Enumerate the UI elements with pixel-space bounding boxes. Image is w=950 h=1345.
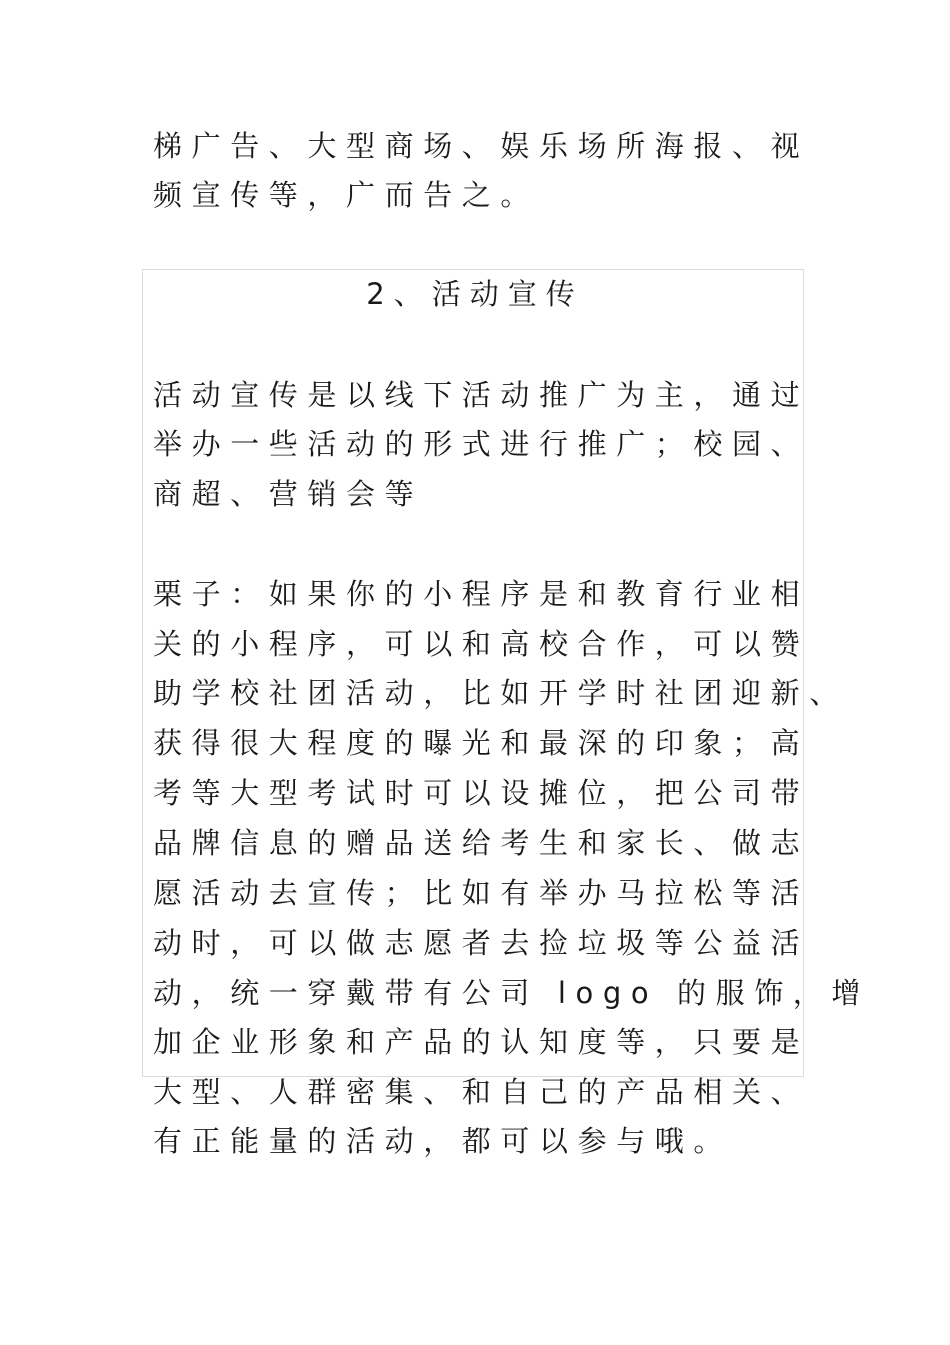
paragraph-2-line-4: 获得很大程度的曝光和最深的印象；高 [153,726,810,760]
paragraph-2-line-10: 加企业形象和产品的认知度等，只要是 [153,1025,810,1059]
section-heading: 2、活动宣传 [366,277,584,311]
paragraph-2-line-2: 关的小程序，可以和高校合作，可以赞 [153,627,810,661]
paragraph-2-line-3: 助学校社团活动，比如开学时社团迎新、 [153,676,848,710]
paragraph-1-line-3: 商超、营销会等 [153,477,424,511]
paragraph-1-line-1: 活动宣传是以线下活动推广为主，通过 [153,378,810,412]
paragraph-2-line-9: 动，统一穿戴带有公司 logo 的服饰，增 [153,976,870,1010]
paragraph-2-line-8: 动时，可以做志愿者去捡垃圾等公益活 [153,926,810,960]
paragraph-2-line-1: 栗子：如果你的小程序是和教育行业相 [153,577,810,611]
intro-line-1: 梯广告、大型商场、娱乐场所海报、视 [153,129,810,163]
paragraph-1-line-2: 举办一些活动的形式进行推广；校园、 [153,427,810,461]
paragraph-2-line-12: 有正能量的活动，都可以参与哦。 [153,1124,733,1158]
paragraph-2-line-7: 愿活动去宣传；比如有举办马拉松等活 [153,876,810,910]
intro-line-2: 频宣传等，广而告之。 [153,178,540,212]
paragraph-2-line-6: 品牌信息的赠品送给考生和家长、做志 [153,826,810,860]
paragraph-2-line-5: 考等大型考试时可以设摊位，把公司带 [153,776,810,810]
paragraph-2-line-11: 大型、人群密集、和自己的产品相关、 [153,1075,810,1109]
